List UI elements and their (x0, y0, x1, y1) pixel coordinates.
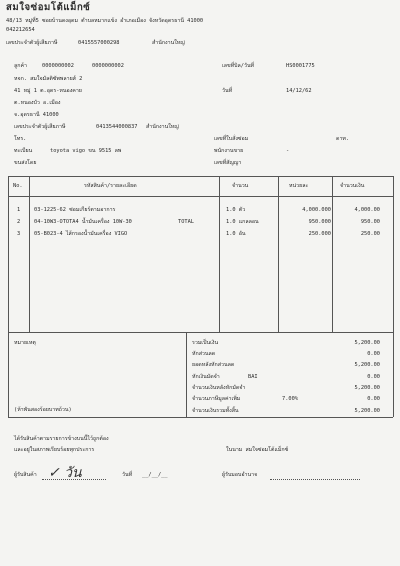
company-branch: สำนักงานใหญ่ (152, 40, 185, 46)
customer-address-2: ต.หนองบัว อ.เมือง (14, 100, 61, 106)
grand-total-value: 5,200.00 (354, 408, 380, 414)
car-label: ทะเบียน (14, 148, 33, 154)
row-qty: 1.0 แกลลอน (226, 219, 259, 225)
company-phone: 042212654 (6, 27, 35, 33)
col-header-no: No. (13, 183, 23, 189)
receiver-date-blank: __/__/__ (142, 472, 168, 478)
row-qty: 1.0 ตัว (226, 207, 246, 213)
customer-code-2: 0000000002 (92, 63, 124, 69)
invoice-date-label: วันที่ (222, 88, 233, 94)
contract-label: เลขที่สัญญา (214, 160, 242, 166)
col-header-amount: จำนวนเงิน (340, 183, 365, 189)
row-no: 2 (17, 219, 21, 225)
total-value: 5,200.00 (354, 385, 380, 391)
total-value: 0.00 (367, 351, 380, 357)
total-label: จำนวนภาษีมูลค่าเพิ่ม (192, 396, 241, 402)
row-desc: 04-10W3-OTOTA4 น้ำมันเครื่อง 10W-30 (34, 219, 132, 225)
amount-in-words: (ห้าพันสองร้อยบาทถ้วน) (14, 407, 72, 413)
col-header-desc: รหัสสินค้า/รายละเอียด (84, 183, 137, 189)
row-amount: 4,000.00 (354, 207, 380, 213)
company-name: สมใจซ่อมโต้แม็กซ์ (6, 2, 91, 13)
total-value: 0.00 (367, 374, 380, 380)
col-header-qty: จำนวน (232, 183, 249, 189)
delivery-label: ขนส่งโดย (14, 160, 37, 166)
customer-tax-id-label: เลขประจำตัวผู้เสียภาษี (14, 124, 66, 130)
total-value: 5,200.00 (354, 340, 380, 346)
row-amount: 950.00 (360, 219, 380, 225)
customer-tax-id: 0413544000837 (96, 124, 138, 130)
row-price: 250.000 (308, 231, 331, 237)
customer-branch: สำนักงานใหญ่ (146, 124, 179, 130)
row-tag: TOTAL (178, 219, 194, 225)
company-address: 48/13 หมู่ที่5 ซอยบ้านดงอุดม ตำบลหมากแข้ง อำเภอเมือง จังหวัดอุดรธานี 41000 (6, 18, 204, 24)
row-no: 3 (17, 231, 21, 237)
company-tax-id: 0415557000298 (78, 40, 120, 46)
row-amount: 250.00 (360, 231, 380, 237)
ref-no-label: เลขที่ใบสั่งซ่อม (214, 136, 249, 142)
total-extra: 7.00% (282, 396, 298, 402)
row-desc: 03-1225-62 ซ่อมเกียร์ตามอาการ (34, 207, 116, 213)
car-value: toyota vigo ขน 9515 ลพ (50, 148, 122, 154)
total-label: รวมเป็นเงิน (192, 340, 219, 346)
row-qty: 1.0 อัน (226, 231, 246, 237)
row-price: 950.000 (308, 219, 331, 225)
company-tax-id-label: เลขประจำตัวผู้เสียภาษี (6, 40, 58, 46)
total-value: 0.00 (367, 396, 380, 402)
customer-address-1: 41 หมู่ 1 ต.อุดร-หนองคาย (14, 88, 82, 94)
receiver-signature: ✓ วัน (48, 465, 82, 481)
receiver-label: ผู้รับสินค้า (14, 472, 37, 478)
salesman-label: พนักงานขาย (214, 148, 244, 154)
footer-note-1: ได้รับสินค้าตามรายการข้างบนนี้ไว้ถูกต้อง (14, 436, 109, 442)
customer-address-3: จ.อุดรธานี 41000 (14, 112, 59, 118)
total-extra: BAI (248, 374, 258, 380)
salesman-value: - (286, 148, 290, 154)
receiver-date-label: วันที่ (122, 472, 133, 478)
remarks-label: หมายเหตุ (14, 340, 36, 346)
row-desc: 05-B023-4 ไส้กรองน้ำมันเครื่อง VIGO (34, 231, 128, 237)
total-label: หักเงินมัดจำ (192, 374, 220, 380)
mileage-label: ดาท. (336, 136, 350, 142)
customer-phone-label: โทร. (14, 136, 27, 142)
grand-total-label: จำนวนเงินรวมทั้งสิ้น (192, 408, 239, 414)
row-price: 4,000.000 (302, 207, 331, 213)
customer-code-label: ลูกค้า (14, 63, 27, 69)
invoice-no: HS0001775 (286, 63, 315, 69)
footer-note-2: และอยู่ในสภาพเรียบร้อยทุกประการ (14, 447, 95, 453)
total-label: ยอดหลังหักส่วนลด (192, 362, 235, 368)
customer-name: หจก. สมใจมัลติซัพพลายส์ 2 (14, 76, 83, 82)
customer-code: 0000000002 (42, 63, 74, 69)
total-label: จำนวนเงินหลังหักมัดจำ (192, 385, 246, 391)
row-no: 1 (17, 207, 21, 213)
authorized-label: ผู้รับมอบอำนาจ (222, 472, 258, 478)
invoice-date: 14/12/62 (286, 88, 312, 94)
total-label: หักส่วนลด (192, 351, 216, 357)
invoice-no-label: เลขที่บิล/วันที่ (222, 63, 255, 69)
total-value: 5,200.00 (354, 362, 380, 368)
company-sign-label: ในนาม สมใจซ่อมโต้แม็กซ์ (226, 447, 289, 453)
col-header-price: หน่วยละ (289, 183, 309, 189)
